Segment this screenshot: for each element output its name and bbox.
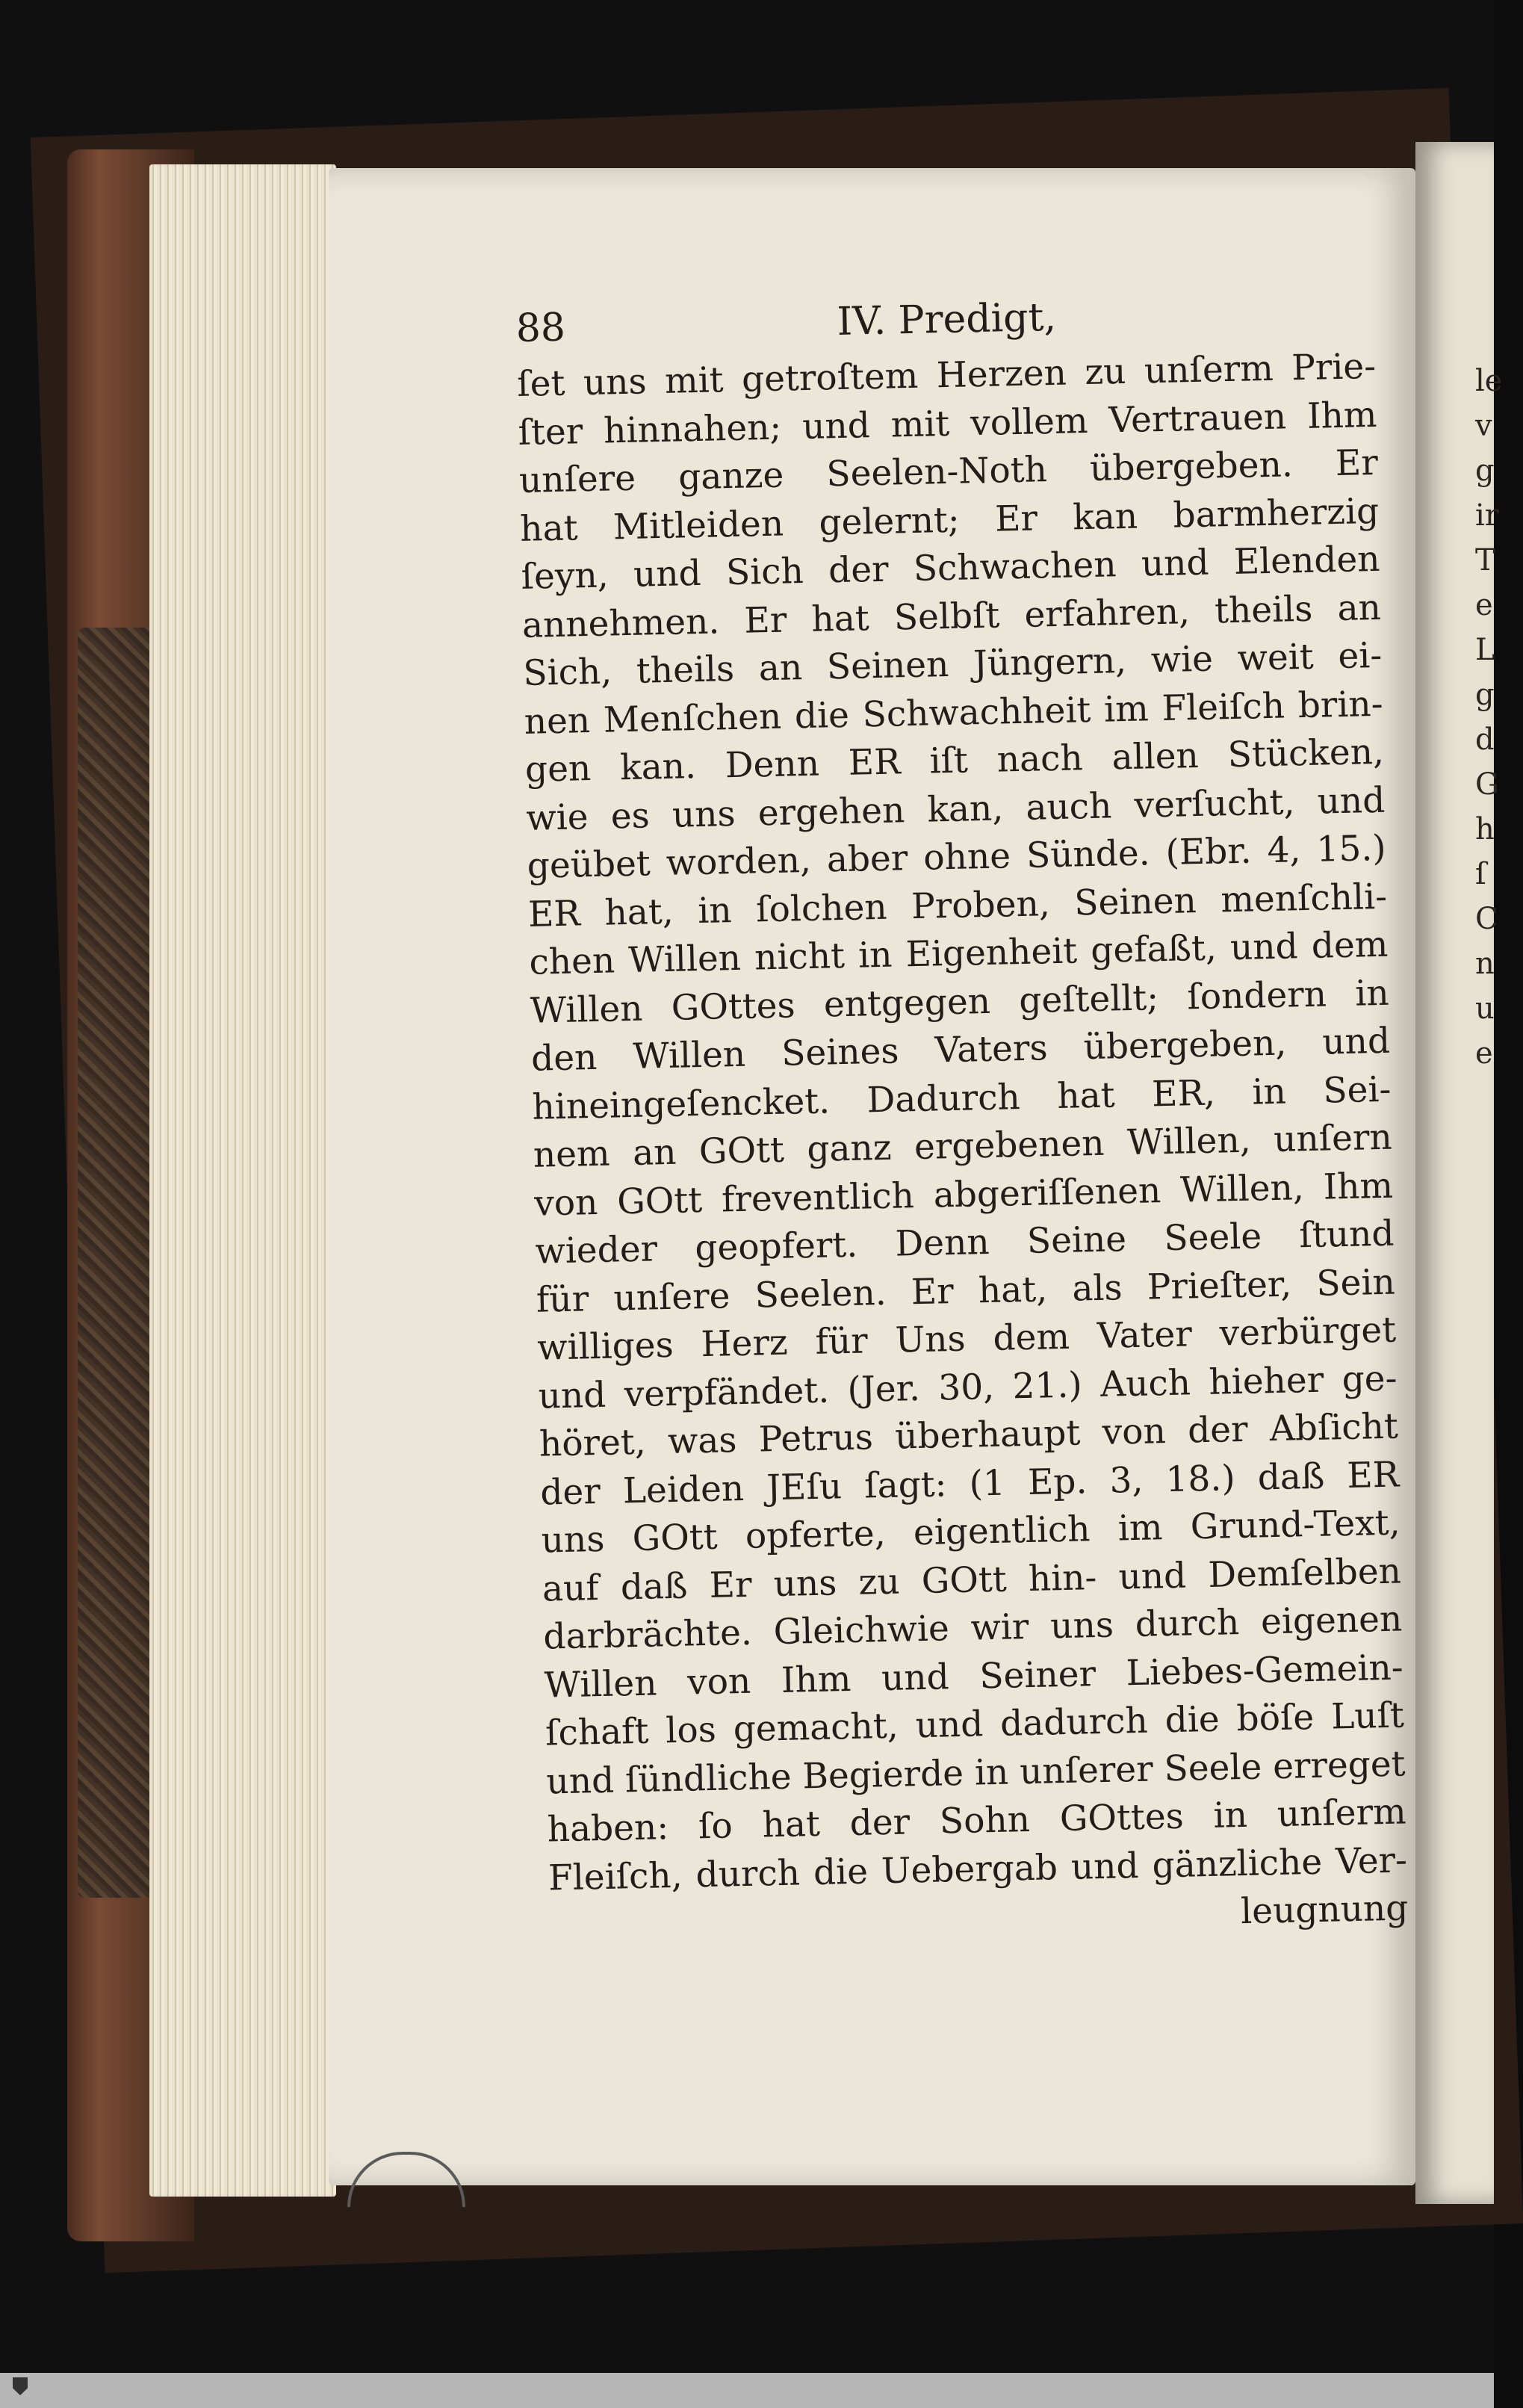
page-text [515, 285, 1409, 1951]
text-line: und verpfändet. (Jer. 30, 21.) Auch hieher ge- [538, 1358, 1398, 1417]
right-page-letter: g [1475, 454, 1495, 488]
text-line: ER hat, in ſolchen Proben, Seinen menſchli- [527, 876, 1388, 935]
right-page-letter: C [1475, 902, 1498, 936]
text-line: Sich, theils an Seinen Jüngern, wie weit ei- [522, 634, 1383, 694]
text-line: darbrächte. Gleichwie wir uns durch eigenen [542, 1598, 1403, 1658]
text-line: Willen GOttes entgegen geſtellt; ſondern in [530, 972, 1390, 1032]
text-line: nen Menſchen die Schwachheit im Fleiſch brin- [524, 683, 1384, 743]
right-page-letter: d [1475, 722, 1495, 757]
text-line: geübet worden, aber ohne Sünde. (Ebr. 4, 15.) [527, 827, 1387, 887]
page-number: 88 [515, 305, 566, 351]
right-page-letter: L [1475, 633, 1495, 667]
text-line: chen Willen nicht in Eigenheit gefaßt, und dem [528, 923, 1389, 983]
right-page-letter: u [1475, 991, 1495, 1026]
right-page-letter: n [1475, 947, 1495, 981]
text-line: höret, was Petrus überhaupt von der Abſicht [539, 1405, 1399, 1465]
right-page-letter: ir [1475, 498, 1499, 533]
text-line: und ſündliche Begierde in unſerer Seele erreget [545, 1742, 1406, 1803]
text-line: ſter hinnahen; und mit vollem Vertrauen Ihm [518, 394, 1377, 454]
catchword: leugnung [1240, 1887, 1409, 1933]
text-line: wieder geopfert. Denn Seine Seele ſtund [535, 1213, 1395, 1272]
library-logo-icon [9, 2377, 31, 2403]
right-page-letter: G [1475, 767, 1499, 802]
right-page-letter: e [1475, 1036, 1493, 1071]
text-line: ſeyn, und Sich der Schwachen und Elenden [521, 538, 1381, 598]
text-line: hineingeſencket. Dadurch hat ER, in Sei- [531, 1068, 1392, 1128]
right-page-letter: T [1475, 543, 1495, 578]
text-line: wie es uns ergehen kan, auch verſucht, und [525, 779, 1386, 839]
text-line: Fleiſch, durch die Uebergab und gänzliche Ver- [548, 1839, 1408, 1899]
text-line: haben: ſo hat der Sohn GOttes in unſerm [547, 1791, 1407, 1851]
right-page-letter: h [1475, 812, 1495, 846]
body-lines [517, 343, 1408, 1903]
text-line: williges Herz für Uns dem Vater verbürget [536, 1309, 1397, 1369]
text-line: ſet uns mit getroſtem Herzen zu unſerm Prie- [516, 345, 1377, 405]
text-line: ſchaft los gemacht, und dadurch die böſe Luſt [545, 1694, 1405, 1754]
text-line: hat Mitleiden gelernt; Er kan barmherzig [519, 490, 1380, 550]
text-line: Willen von Ihm und Seiner Liebes-Gemein- [544, 1647, 1404, 1706]
text-line: auf daß Er uns zu GOtt hin- und Demſelben [542, 1550, 1402, 1610]
right-page-letter: g [1475, 678, 1495, 712]
text-line: für unſere Seelen. Er hat, als Prieſter, Sein [536, 1261, 1396, 1321]
text-line: annehmen. Er hat Selbſt erfahren, theils an [521, 586, 1382, 646]
right-page-letter: e [1475, 588, 1493, 622]
right-page-letter: le [1475, 364, 1503, 398]
running-title: IV. Predigt, [837, 294, 1057, 344]
right-page-letter: v [1475, 409, 1492, 443]
text-line: gen kan. Denn ER iſt nach allen Stücken, [524, 731, 1385, 790]
right-page-letter: ſ [1475, 857, 1486, 891]
viewer-bottom-bar [0, 2373, 1494, 2408]
text-line: von GOtt freventlich abgeriſſenen Willen, Ihm [533, 1165, 1394, 1225]
right-page-fragments [1475, 359, 1503, 1076]
page-edges [149, 164, 336, 2197]
text-line: uns GOtt opferte, eigentlich im Grund-Text, [541, 1502, 1401, 1562]
text-line: der Leiden JEſu ſagt: (1 Ep. 3, 18.) daß ER [539, 1454, 1400, 1514]
text-line: unſere ganze Seelen-Noth übergeben. Er [518, 442, 1379, 501]
text-line: nem an GOtt ganz ergebenen Willen, unſern [533, 1116, 1393, 1176]
text-line: den Willen Seines Vaters übergeben, und [530, 1020, 1391, 1080]
